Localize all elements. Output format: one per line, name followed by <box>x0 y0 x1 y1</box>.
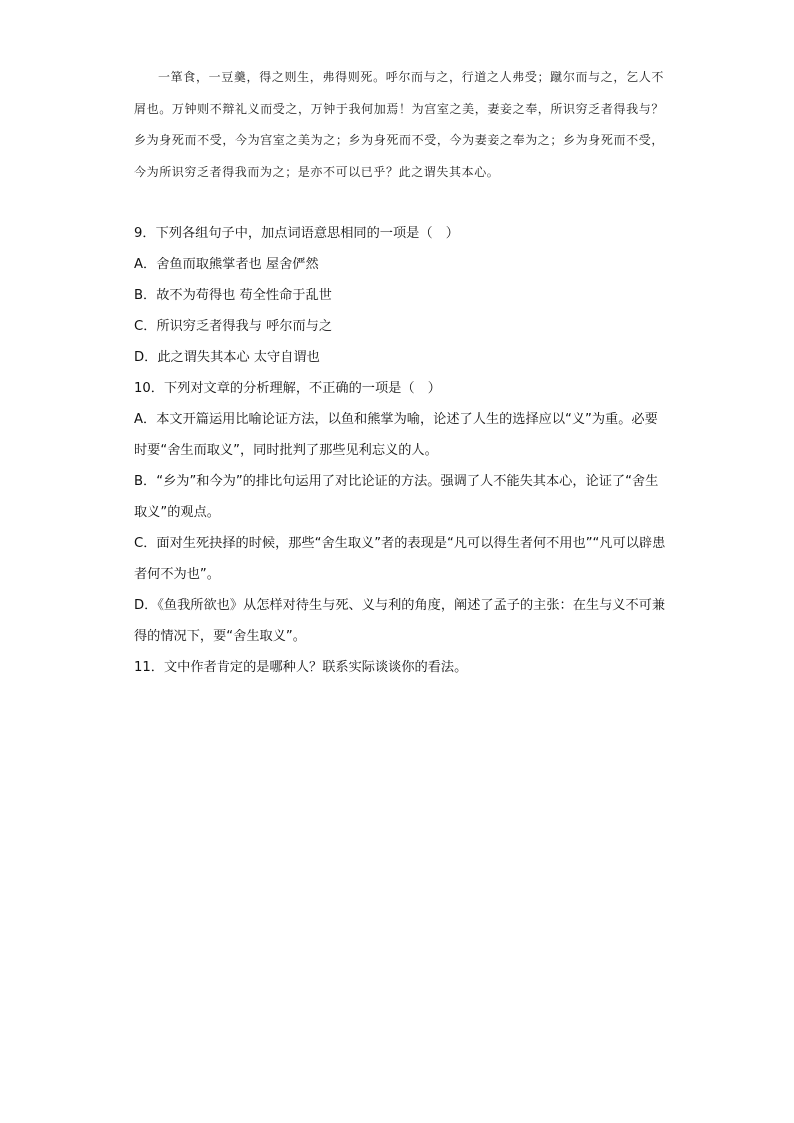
question-11-stem: 11．文中作者肯定的是哪种人？联系实际谈谈你的看法。 <box>134 660 468 675</box>
question-10-option-c: C．面对生死抉择的时候，那些“舍生取义”者的表现是“凡可以得生者何不用也”“凡可以辟患者何不为也”。 <box>134 536 666 582</box>
question-list <box>134 218 666 683</box>
question-11 <box>134 652 666 683</box>
question-10-option-b: B．“乡为”和今为”的排比句运用了对比论证的方法。强调了人不能失其本心，论证了“舍生取义”的观点。 <box>134 474 659 520</box>
question-9-stem: 9．下列各组句子中，加点词语意思相同的一项是（ ） <box>134 226 459 241</box>
passage-paragraph: 一箪食，一豆羹，得之则生，弗得则死。呼尔而与之，行道之人弗受；蹴尔而与之，乞人不屑也。万钟则不辩礼义而受之，万钟于我何加焉！为宫室之美，妻妾之奉，所识穷乏者得我与？乡为身死而不受，今为宫室之美为之；乡为身死而不受，今为妻妾之奉为之；乡为身死而不受，今为所识穷乏者得我而为之；是亦不可以已乎？此之谓失其本心。 <box>134 70 664 179</box>
question-10-stem: 10．下列对文章的分析理解，不正确的一项是（ ） <box>134 381 441 396</box>
question-10-option-d: D．《鱼我所欲也》从怎样对待生与死、义与利的角度，阐述了孟子的主张：在生与义不可兼得的情况下，要“舍生取义”。 <box>134 598 666 644</box>
question-10-option-a: A．本文开篇运用比喻论证方法，以鱼和熊掌为喻，论述了人生的选择应以“义”为重。必要时要“舍生而取义”，同时批判了那些见利忘义的人。 <box>134 412 658 458</box>
question-9-option-b: B．故不为苟得也 苟全性命于乱世 <box>134 288 332 303</box>
question-9-option-a: A．舍鱼而取熊掌者也 屋舍俨然 <box>134 257 319 272</box>
classical-passage <box>134 62 664 188</box>
question-9 <box>134 218 666 373</box>
question-9-option-c: C．所识穷乏者得我与 呼尔而与之 <box>134 319 333 334</box>
question-10 <box>134 373 666 652</box>
question-9-option-d: D．此之谓失其本心 太守自谓也 <box>134 350 320 365</box>
